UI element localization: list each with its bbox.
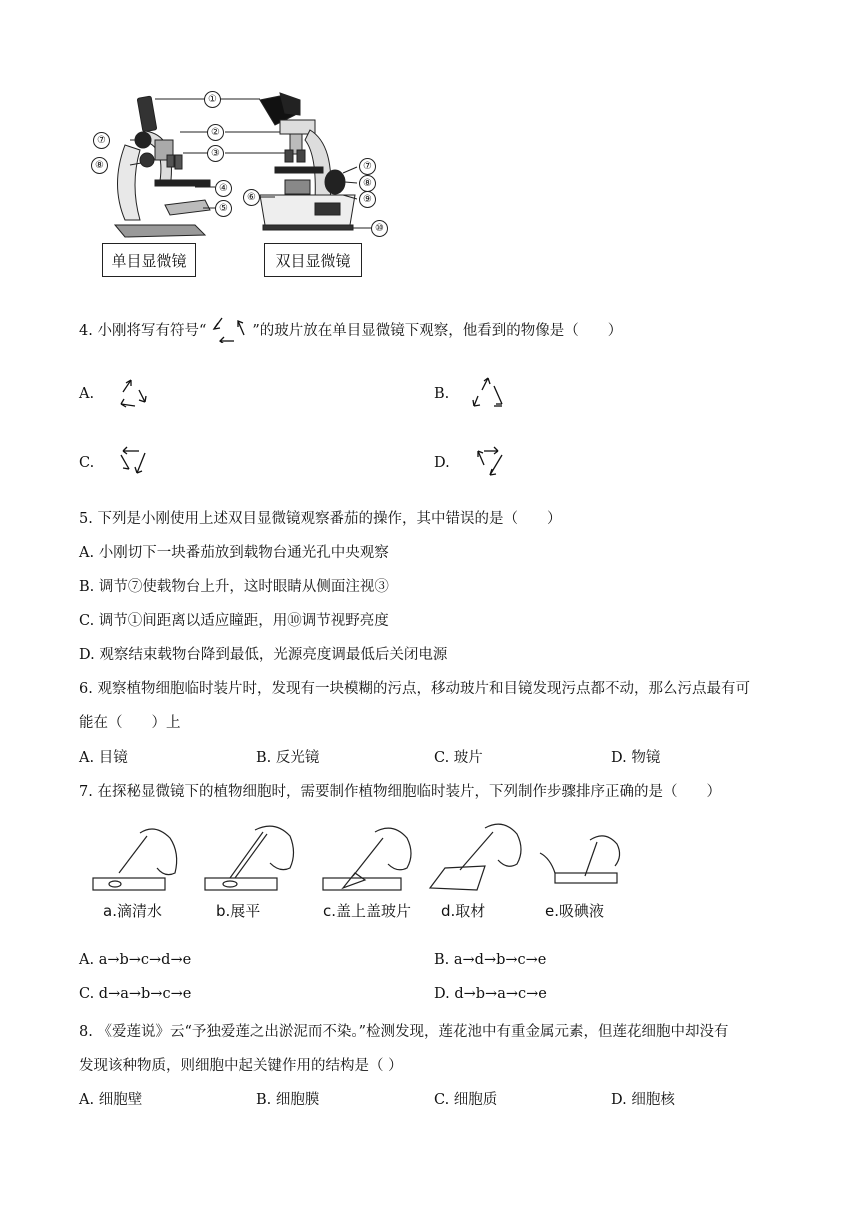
- mono-number-7: ⑦: [93, 132, 110, 149]
- q4-option-c-letter: C.: [79, 455, 95, 471]
- q4-stem: [79, 319, 622, 343]
- q5-option-c[interactable]: C. 调节①间距离以适应瞳距，用⑩调节视野亮度: [79, 613, 389, 629]
- binocular-microscope-illustration: [260, 93, 355, 230]
- mono-number-4: ④: [215, 180, 232, 197]
- q4-option-d-symbol: [464, 443, 514, 483]
- mono-number-5: ⑤: [215, 200, 232, 217]
- q7-steps-figure: [85, 818, 645, 928]
- q8-option-c[interactable]: C. 细胞质: [434, 1092, 498, 1108]
- q4-option-a-letter: A.: [79, 386, 95, 402]
- bino-number-9: ⑨: [359, 191, 376, 208]
- mono-number-2: ②: [207, 124, 224, 141]
- q8-option-a[interactable]: A. 细胞壁: [79, 1092, 143, 1108]
- q4-option-c[interactable]: [79, 443, 159, 483]
- binocular-label: 双目显微镜: [264, 243, 362, 277]
- monocular-label: 单目显微镜: [102, 243, 196, 277]
- bino-number-10: ⑩: [371, 220, 388, 237]
- q8-option-b[interactable]: B. 细胞膜: [256, 1092, 320, 1108]
- q6-option-a[interactable]: A. 目镜: [79, 750, 128, 766]
- q4-option-b-symbol: [464, 374, 514, 414]
- q8-stem-line1: 8. 《爱莲说》云“予独爱莲之出淤泥而不染。”检测发现，莲花池中有重金属元素，但莲花细胞中却没有: [79, 1024, 729, 1040]
- q4-option-a[interactable]: [79, 374, 159, 414]
- q7-steps-drawing: [85, 818, 645, 898]
- q7-step-b: b.展平: [216, 902, 261, 920]
- q7-option-c[interactable]: C. d→a→b→c→e: [79, 986, 192, 1002]
- monocular-microscope-illustration: [115, 96, 210, 237]
- q6-option-d[interactable]: D. 物镜: [611, 750, 661, 766]
- bino-number-7: ⑦: [359, 158, 376, 175]
- bino-number-8: ⑧: [359, 175, 376, 192]
- q4-option-d[interactable]: [434, 443, 514, 483]
- q4-option-b[interactable]: [434, 374, 514, 414]
- q7-step-c: c.盖上盖玻片: [323, 902, 412, 920]
- q5-option-b[interactable]: B. 调节⑦使载物台上升，这时眼睛从侧面注视③: [79, 579, 389, 595]
- q7-option-b[interactable]: B. a→d→b→c→e: [434, 952, 547, 968]
- q4-stem-pre: 4. 小刚将写有符号“: [79, 323, 207, 339]
- q6-stem-line1: 6. 观察植物细胞临时装片时，发现有一块模糊的污点，移动玻片和目镜发现污点都不动，那么污点最有可: [79, 681, 750, 697]
- q7-step-e: e.吸碘液: [545, 902, 604, 920]
- q4-option-c-symbol: [109, 443, 159, 483]
- q6-option-b[interactable]: B. 反光镜: [256, 750, 320, 766]
- q4-symbol: [206, 313, 252, 337]
- q5-option-a[interactable]: A. 小刚切下一块番茄放到载物台通光孔中央观察: [79, 545, 389, 561]
- q6-option-c[interactable]: C. 玻片: [434, 750, 483, 766]
- bino-number-6: ⑥: [243, 189, 260, 206]
- q7-step-a: a.滴清水: [103, 902, 162, 920]
- mono-number-3: ③: [207, 145, 224, 162]
- q4-option-d-letter: D.: [434, 455, 450, 471]
- mono-number-1: ①: [204, 91, 221, 108]
- q8-option-d[interactable]: D. 细胞核: [611, 1092, 675, 1108]
- q7-stem: 7. 在探秘显微镜下的植物细胞时，需要制作植物细胞临时装片，下列制作步骤排序正确的是（ ）: [79, 784, 721, 800]
- q5-option-d[interactable]: D. 观察结束载物台降到最低，光源亮度调最低后关闭电源: [79, 647, 448, 663]
- q6-stem-line2: 能在（ ）上: [79, 715, 181, 731]
- q4-option-b-letter: B.: [434, 386, 450, 402]
- q8-stem-line2: 发现该种物质，则细胞中起关键作用的结构是（ ）: [79, 1058, 403, 1074]
- q7-option-d[interactable]: D. d→b→a→c→e: [434, 986, 547, 1002]
- q4-option-a-symbol: [109, 374, 159, 414]
- mono-number-8: ⑧: [91, 157, 108, 174]
- q7-option-a[interactable]: A. a→b→c→d→e: [79, 952, 192, 968]
- q5-stem: 5. 下列是小刚使用上述双目显微镜观察番茄的操作，其中错误的是（ ）: [79, 511, 562, 527]
- q7-step-d: d.取材: [441, 902, 486, 920]
- q4-stem-post: ”的玻片放在单目显微镜下观察，他看到的物像是（ ）: [252, 323, 623, 339]
